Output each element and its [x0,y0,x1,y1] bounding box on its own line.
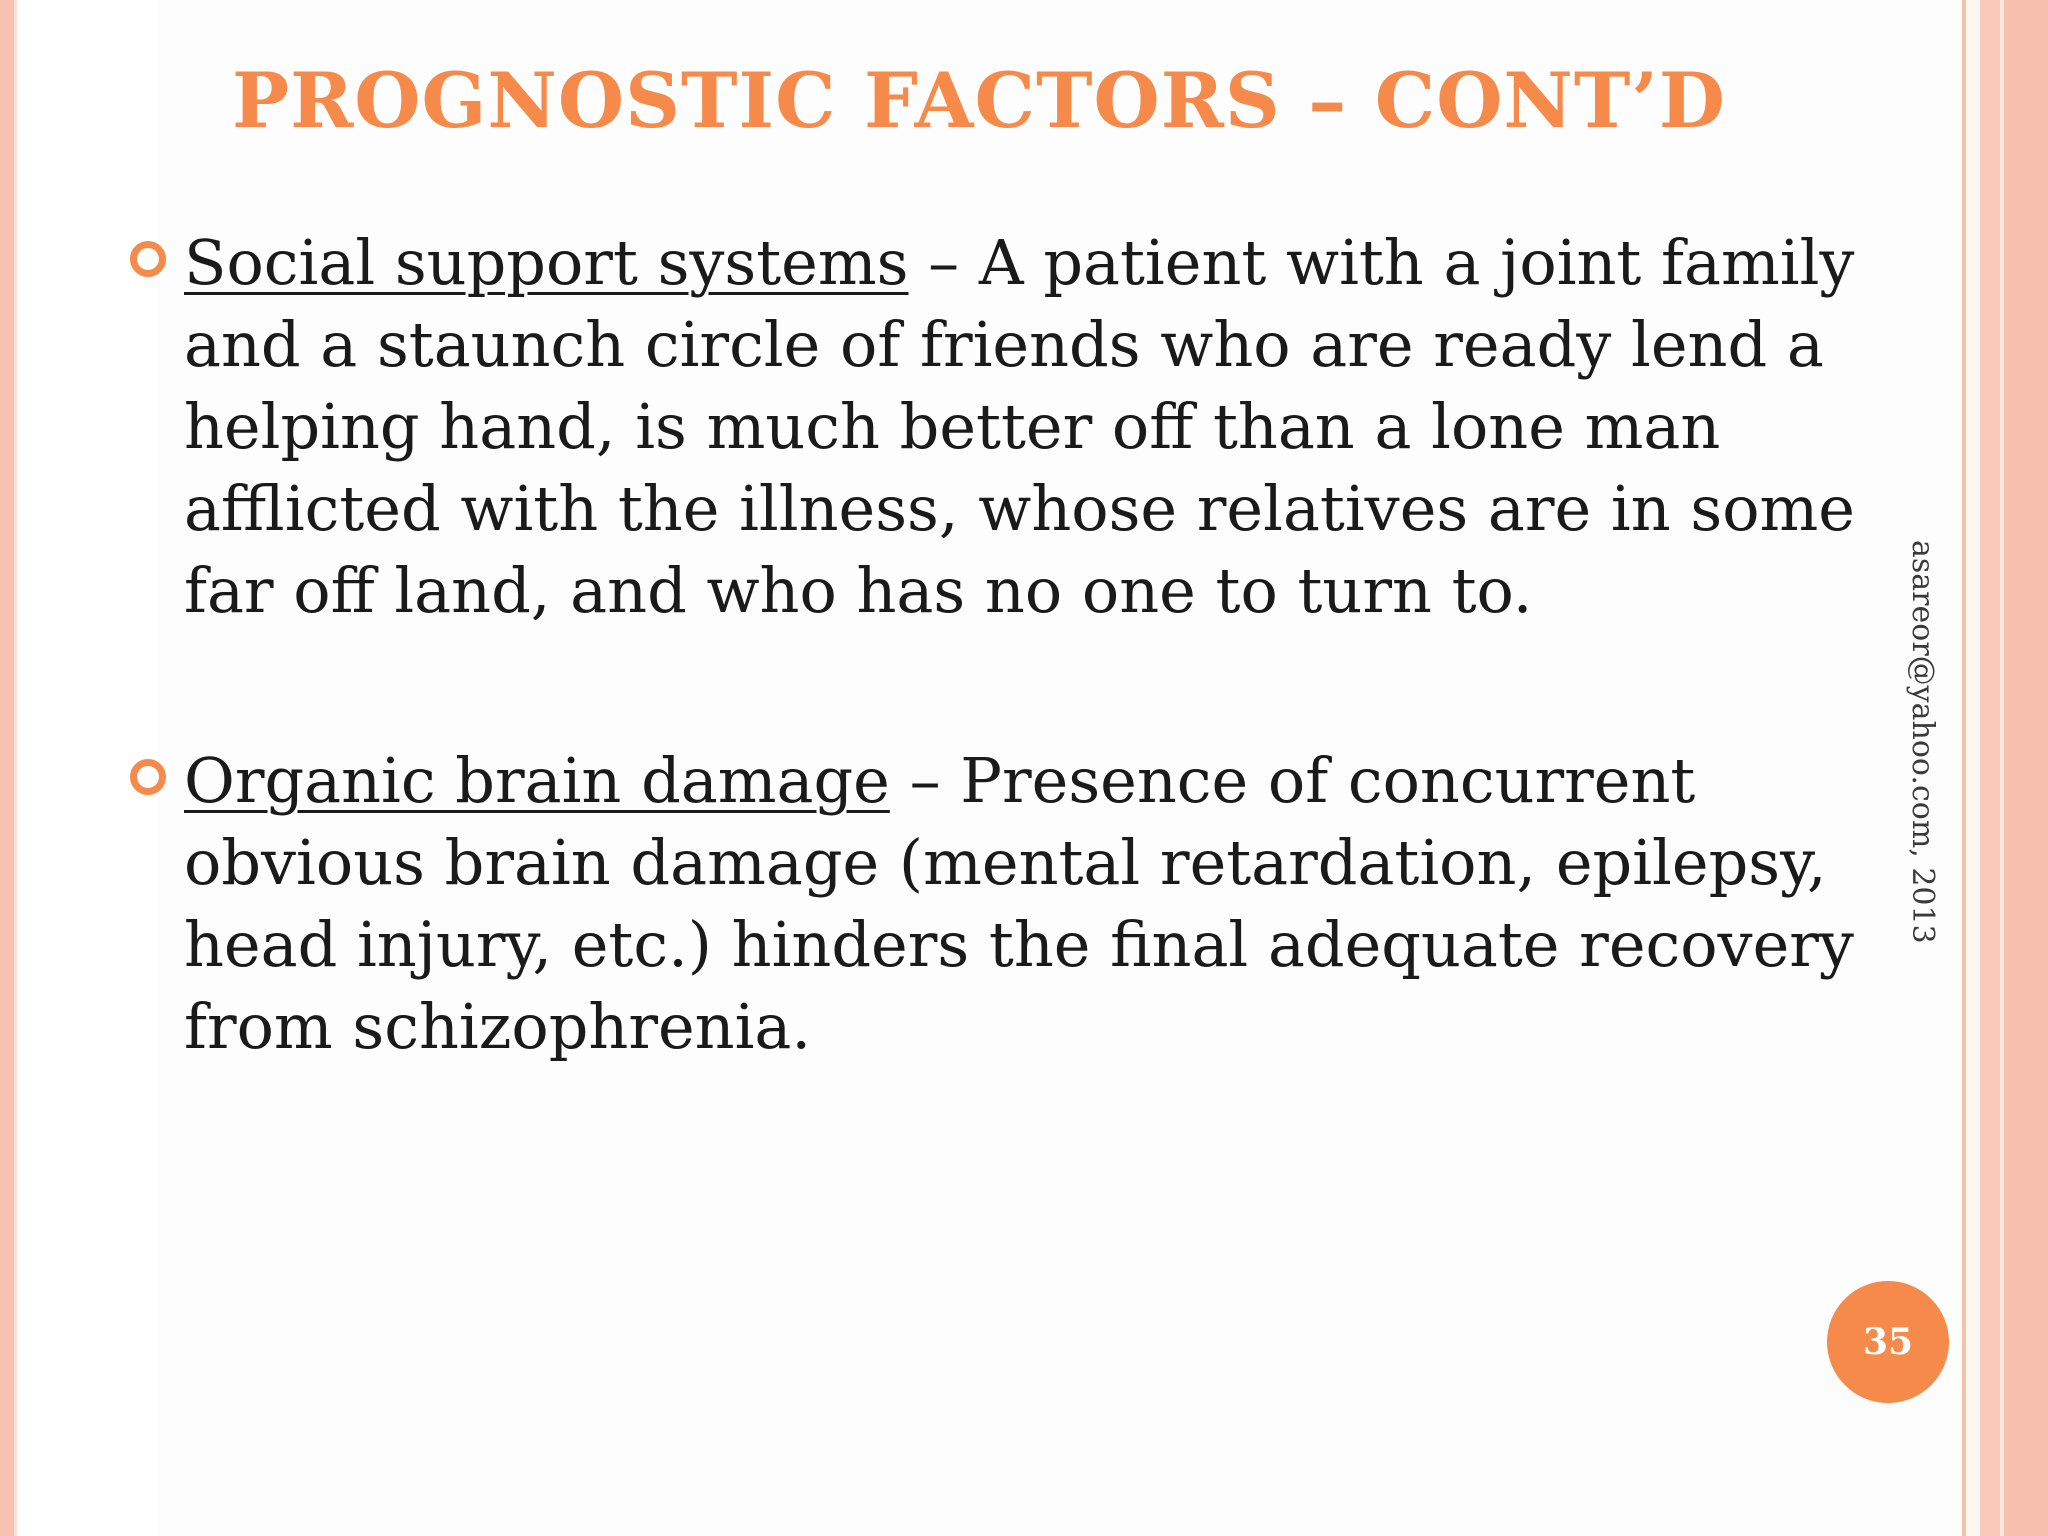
bullet-circle-icon [130,241,166,277]
bullet-list [130,222,1890,1068]
slide-title: PROGNOSTIC FACTORS – CONT’D [232,56,1726,145]
left-border-outer [0,0,14,1536]
bullet-text: – Presence of concurrent obvious brain damage (mental retardation, epilepsy, head injury, etc.) hinders the final adequate recovery from schizophrenia. [184,744,1854,1063]
bullet-term: Social support systems [184,226,909,299]
author-credit: asareor@yahoo.com, 2013 [1905,540,1940,944]
bullet-item-organic-brain-damage [130,740,1890,1068]
right-border-c [1980,0,2000,1536]
bullet-text: – A patient with a joint family and a staunch circle of friends who are ready lend a helping hand, is much better off than a lone man afflicted with the illness, whose relatives are in some far off land, and who has no one to turn to. [184,226,1856,627]
right-border-b [1966,0,1980,1536]
bullet-item-social-support [130,222,1890,632]
bullet-circle-icon [130,759,166,795]
bullet-term: Organic brain damage [184,744,890,817]
right-border-e [2004,0,2048,1536]
page-number: 35 [1862,1321,1914,1363]
page-number-badge [1827,1281,1949,1403]
